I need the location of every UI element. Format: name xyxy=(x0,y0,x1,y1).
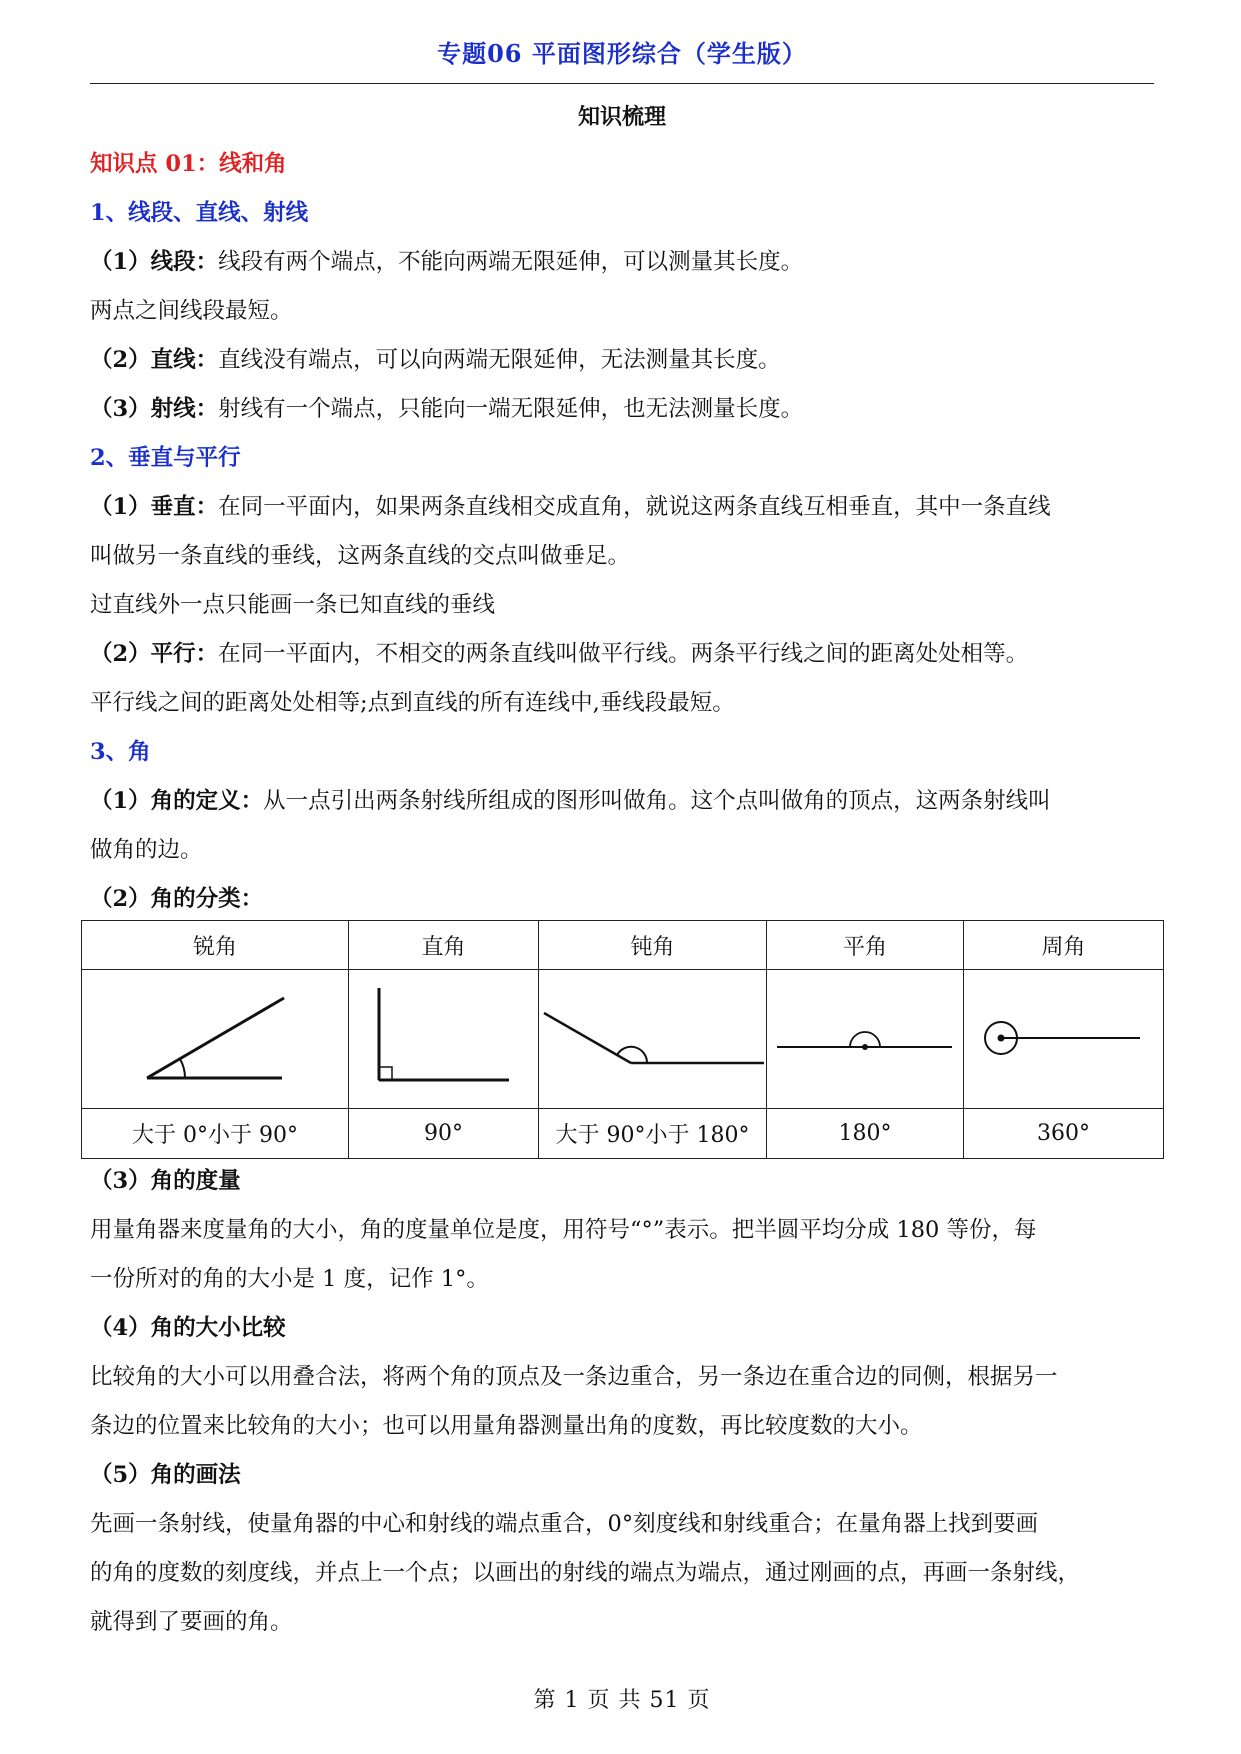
ray-label: （3）射线： xyxy=(90,396,219,422)
angle-compare-text: 比较角的大小可以用叠合法，将两个角的顶点及一条边重合，另一条边在重合边的同侧，根据另一 xyxy=(90,1364,1058,1390)
section-subtitle: 知识梳理 xyxy=(577,104,666,130)
line-item xyxy=(90,342,1156,374)
header-divider xyxy=(90,83,1154,84)
ray-text: 射线有一个端点，只能向一端无限延伸，也无法测量长度。 xyxy=(218,396,804,422)
header-obtuse: 钝角 xyxy=(539,921,767,970)
angle-compare-text-cont: 条边的位置来比较角的大小；也可以用量角器测量出角的度数，再比较度数的大小。 xyxy=(90,1413,923,1439)
header-straight: 平角 xyxy=(767,921,964,970)
line-text: 直线没有端点，可以向两端无限延伸，无法测量其长度。 xyxy=(218,347,781,373)
acute-angle-diagram xyxy=(82,970,349,1102)
value-full: 360° xyxy=(964,1109,1164,1159)
angle-classification-label: （2）角的分类： xyxy=(90,886,264,912)
angle-definition-label: （1）角的定义： xyxy=(90,788,264,814)
perpendicular-label: （1）垂直： xyxy=(90,494,219,520)
perpendicular-note: 过直线外一点只能画一条已知直线的垂线 xyxy=(90,592,496,618)
full-angle-figure xyxy=(964,970,1164,1109)
header-full: 周角 xyxy=(964,921,1164,970)
sub2-heading: 2、垂直与平行 xyxy=(90,445,241,471)
sub1-heading: 1、线段、直线、射线 xyxy=(90,200,309,226)
line-label: （2）直线： xyxy=(90,347,219,373)
segment-text: 线段有两个端点，不能向两端无限延伸，可以测量其长度。 xyxy=(218,249,804,275)
angle-draw-text-cont: 的角的度数的刻度线，并点上一个点；以画出的射线的端点为端点，通过刚画的点，再画一条射线， xyxy=(90,1560,1081,1586)
straight-angle-figure xyxy=(767,970,964,1109)
angle-draw-text-end: 就得到了要画的角。 xyxy=(90,1609,293,1635)
right-angle-figure xyxy=(349,970,539,1109)
angle-compare-label: （4）角的大小比较 xyxy=(90,1315,286,1341)
parallel-item xyxy=(90,636,1156,668)
angle-draw-label: （5）角的画法 xyxy=(90,1462,241,1488)
sub3-heading: 3、角 xyxy=(90,739,151,765)
perpendicular-item xyxy=(90,489,1156,521)
angle-measure-label: （3）角的度量 xyxy=(90,1168,241,1194)
angle-definition-item xyxy=(90,783,1156,815)
value-right: 90° xyxy=(349,1109,539,1159)
ray-item xyxy=(90,391,1156,423)
angle-measure-text-cont: 一份所对的角的大小是 1 度，记作 1°。 xyxy=(90,1266,489,1292)
full-angle-diagram xyxy=(964,970,1164,1102)
value-obtuse: 大于 90°小于 180° xyxy=(539,1109,767,1159)
segment-item xyxy=(90,244,1156,276)
header-acute: 锐角 xyxy=(82,921,349,970)
header-right: 直角 xyxy=(349,921,539,970)
knowledge-point-heading: 知识点 01：线和角 xyxy=(90,151,287,177)
parallel-text: 在同一平面内，不相交的两条直线叫做平行线。两条平行线之间的距离处处相等。 xyxy=(218,641,1029,667)
perpendicular-text-cont: 叫做另一条直线的垂线，这两条直线的交点叫做垂足。 xyxy=(90,543,631,569)
obtuse-angle-diagram xyxy=(539,970,767,1102)
parallel-label: （2）平行： xyxy=(90,641,219,667)
angle-definition-text-cont: 做角的边。 xyxy=(90,837,203,863)
obtuse-angle-figure xyxy=(539,970,767,1109)
angle-classification-table xyxy=(81,920,1164,1159)
page-title: 专题06 平面图形综合（学生版） xyxy=(437,39,807,68)
straight-angle-diagram xyxy=(767,970,964,1102)
angle-definition-text: 从一点引出两条射线所组成的图形叫做角。这个点叫做角的顶点，这两条射线叫 xyxy=(263,788,1051,814)
right-angle-diagram xyxy=(349,970,539,1102)
angle-measure-text: 用量角器来度量角的大小，角的度量单位是度，用符号“°”表示。把半圆平均分成 180 等份，每 xyxy=(90,1217,1037,1243)
segment-label: （1）线段： xyxy=(90,249,219,275)
page-number: 第 1 页 共 51 页 xyxy=(533,1688,711,1713)
value-straight: 180° xyxy=(767,1109,964,1159)
angle-draw-text: 先画一条射线，使量角器的中心和射线的端点重合，0°刻度线和射线重合；在量角器上找到要画 xyxy=(90,1511,1039,1537)
acute-angle-figure xyxy=(82,970,349,1109)
segment-note: 两点之间线段最短。 xyxy=(90,298,293,324)
value-acute: 大于 0°小于 90° xyxy=(82,1109,349,1159)
perpendicular-text: 在同一平面内，如果两条直线相交成直角，就说这两条直线互相垂直，其中一条直线 xyxy=(218,494,1051,520)
parallel-note: 平行线之间的距离处处相等;点到直线的所有连线中,垂线段最短。 xyxy=(90,690,735,716)
